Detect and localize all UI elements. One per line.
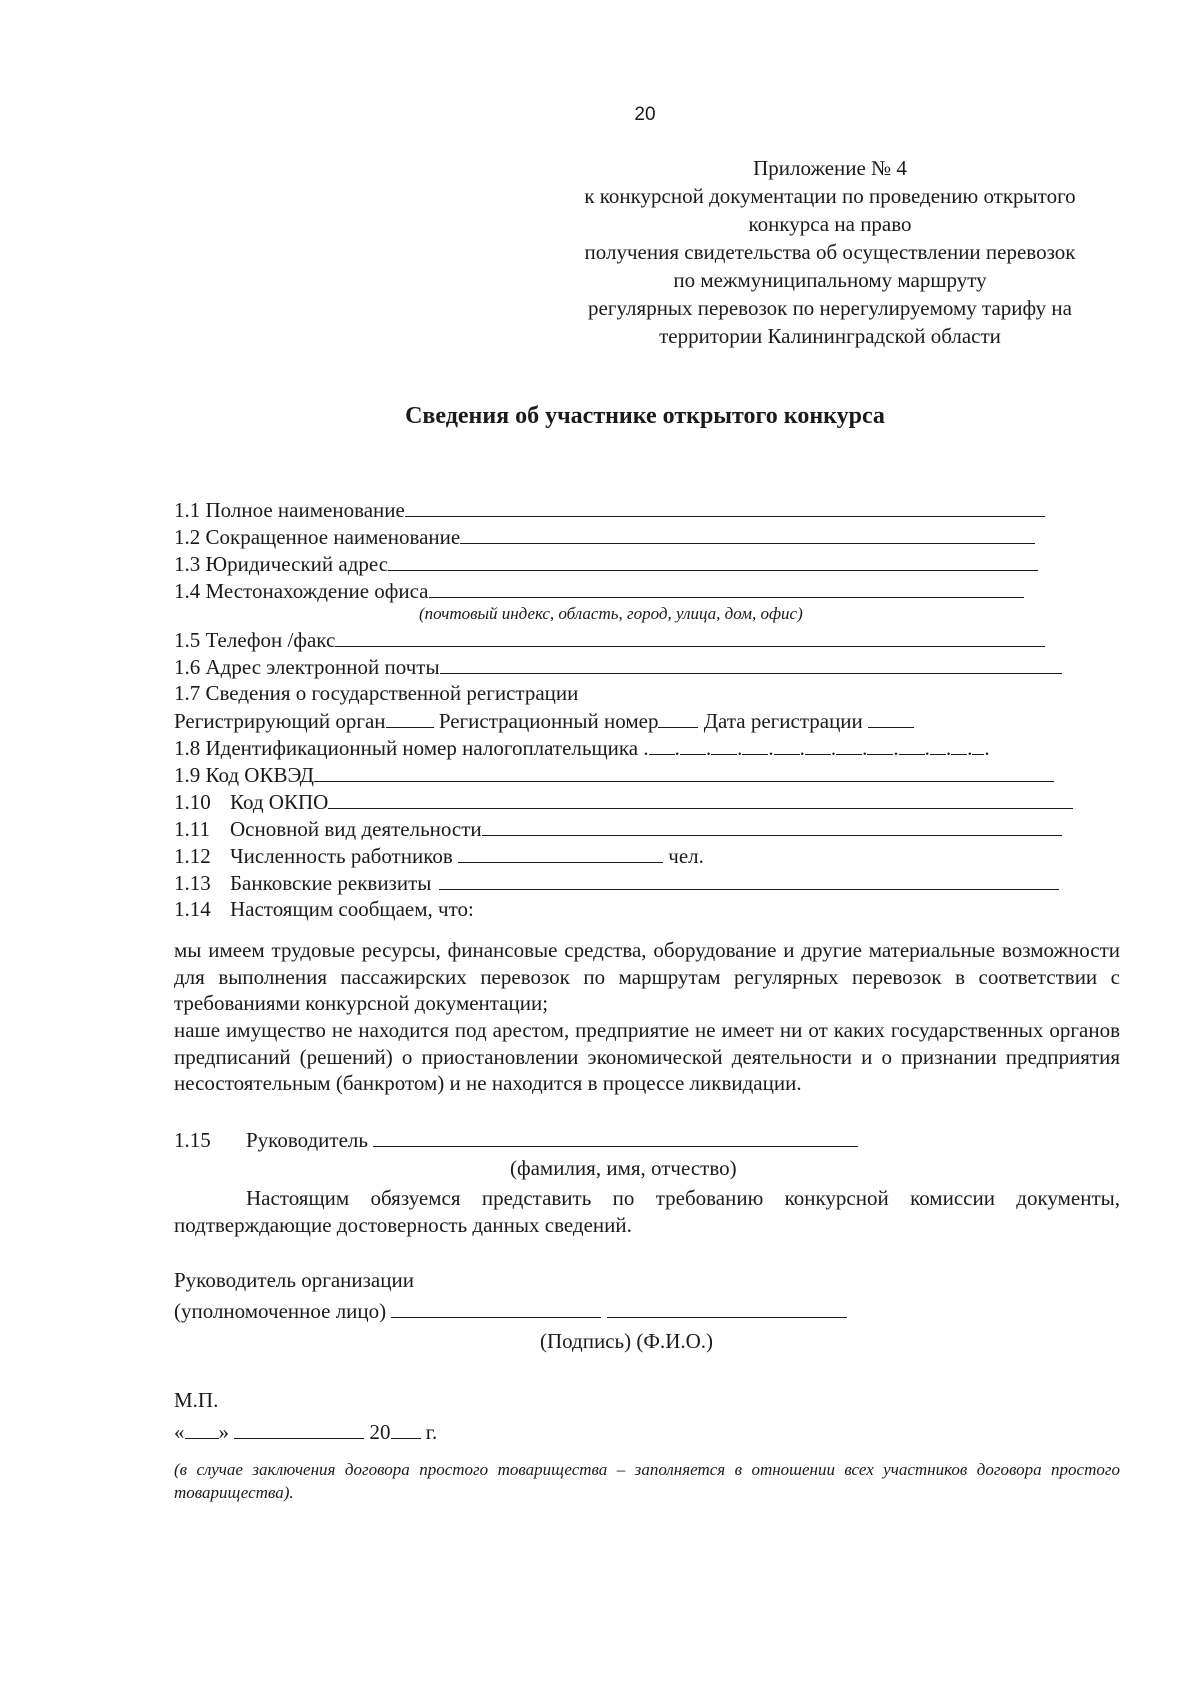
day-blank[interactable] [185,1418,219,1439]
field-main-activity [174,815,1114,842]
field-label: 1.9 Код ОКВЭД [174,763,314,787]
footnote: (в случае заключения договора простого товарищества – заполняется в отношении всех участников договора простого товарищества). [174,1460,1120,1502]
employees-blank[interactable] [458,842,663,863]
registering-authority-label: Регистрирующий орган [174,709,386,733]
annex-line: по межмуниципальному маршруту [673,268,987,292]
annex-line: к конкурсной документации по проведению открытого [584,184,1076,208]
statement-paragraph-property: наше имущество не находится под арестом, предприятие не имеет ни от каких государственных органов предписаний (решений) о приостановлении экономической деятельности и о признании предприятия несостоятельным (банкротом) и не находится в процессе ликвидации. [174,1018,1120,1095]
annex-line: территории Калининградской области [659,324,1001,348]
field-phone-fax [174,626,1114,653]
bank-details-blank[interactable] [439,869,1059,890]
employees-unit: чел. [668,844,704,868]
field-number: 1.15 [174,1128,211,1152]
field-state-registration [174,680,1114,707]
annex-line: конкурса на право [748,212,912,236]
head-name-blank[interactable] [373,1126,858,1147]
seal-mark: М.П. [174,1388,219,1412]
field-full-name [174,496,1114,523]
field-number: 1.10 [174,790,211,814]
field-label: 1.3 Юридический адрес [174,552,389,576]
signature-label: (уполномоченное лицо) [174,1299,387,1323]
field-short-name [174,523,1114,550]
signature-field [174,1297,847,1324]
field-label: 1.2 Сокращенное наименование [174,525,461,549]
field-number: 1.11 [174,817,210,841]
field-number: 1.13 [174,871,211,895]
full-name-blank[interactable] [405,496,1045,517]
month-blank[interactable] [234,1418,364,1439]
signature-title: Руководитель организации [174,1268,414,1292]
office-location-blank[interactable] [429,577,1024,598]
year-prefix: 20 [369,1420,391,1444]
registration-number-blank[interactable] [658,707,698,728]
field-okved [174,761,1114,788]
field-inn [174,734,1114,761]
inn-digit-boxes[interactable]: . . . . . . . . . . . . . [643,736,990,760]
main-activity-blank[interactable] [482,815,1062,836]
field-number: 1.14 [174,897,211,921]
field-label: Численность работников [230,844,453,868]
field-legal-address [174,550,1114,577]
field-email [174,653,1114,680]
annex-line: получения свидетельства об осуществлении перевозок [584,240,1076,264]
head-field [174,1126,858,1153]
signature-hint: (Подпись) (Ф.И.О.) [540,1329,714,1353]
field-label: 1.7 Сведения о государственной регистрации [174,681,579,705]
commitment-paragraph: Настоящим обязуемся представить по требованию конкурсной комиссии документы, подтверждающие достоверность данных сведений. [174,1186,1120,1237]
field-okpo [174,788,1114,815]
registration-date-label: Дата регистрации [703,709,863,733]
statement-paragraph-resources: мы имеем трудовые ресурсы, финансовые средства, оборудование и другие материальные возможности для выполнения пассажирских перевозок по маршрутам регулярных перевозок в соответствии с требованиями конкурсной документации; [174,938,1120,1015]
date-field [174,1418,437,1445]
field-label: 1.1 Полное наименование [174,498,405,522]
field-statement-intro [174,896,1114,923]
field-label: 1.4 Местонахождение офиса [174,579,429,603]
field-label: Банковские реквизиты [230,871,432,895]
year-blank[interactable] [391,1418,421,1439]
year-suffix: г. [425,1420,438,1444]
head-name-hint: (фамилия, имя, отчество) [510,1156,737,1180]
field-label: Настоящим сообщаем, что: [230,897,474,921]
legal-address-blank[interactable] [388,550,1038,571]
signature-blank[interactable] [391,1297,601,1318]
date-close-quote: » [218,1420,229,1444]
field-label: Руководитель [246,1128,368,1152]
field-office-location [174,577,1114,604]
participant-form [174,496,1114,923]
registration-date-blank[interactable] [868,707,914,728]
registration-number-label: Регистрационный номер [438,709,659,733]
field-label: Основной вид деятельности [230,817,482,841]
phone-fax-blank[interactable] [335,626,1045,647]
annex-header [530,154,1130,350]
field-label: 1.8 Идентификационный номер налогоплательщика [174,736,639,760]
okpo-blank[interactable] [328,788,1073,809]
field-employees [174,842,1114,869]
field-label: 1.6 Адрес электронной почты [174,655,440,679]
annex-line: Приложение № 4 [753,156,907,180]
page-number: 20 [634,104,656,125]
office-location-hint: (почтовый индекс, область, город, улица, дом, офис) [419,604,803,623]
okved-blank[interactable] [314,761,1054,782]
field-bank-details [174,869,1114,896]
field-label: 1.5 Телефон /факс [174,628,336,652]
field-number: 1.12 [174,844,211,868]
short-name-blank[interactable] [460,523,1035,544]
email-blank[interactable] [440,653,1062,674]
full-name-signature-blank[interactable] [607,1297,847,1318]
document-title: Сведения об участнике открытого конкурса [405,403,885,429]
date-open-quote: « [174,1420,185,1444]
annex-line: регулярных перевозок по нерегулируемому тарифу на [588,296,1072,320]
field-label: Код ОКПО [230,790,329,814]
registration-row [174,707,1114,734]
registering-authority-blank[interactable] [386,707,434,728]
